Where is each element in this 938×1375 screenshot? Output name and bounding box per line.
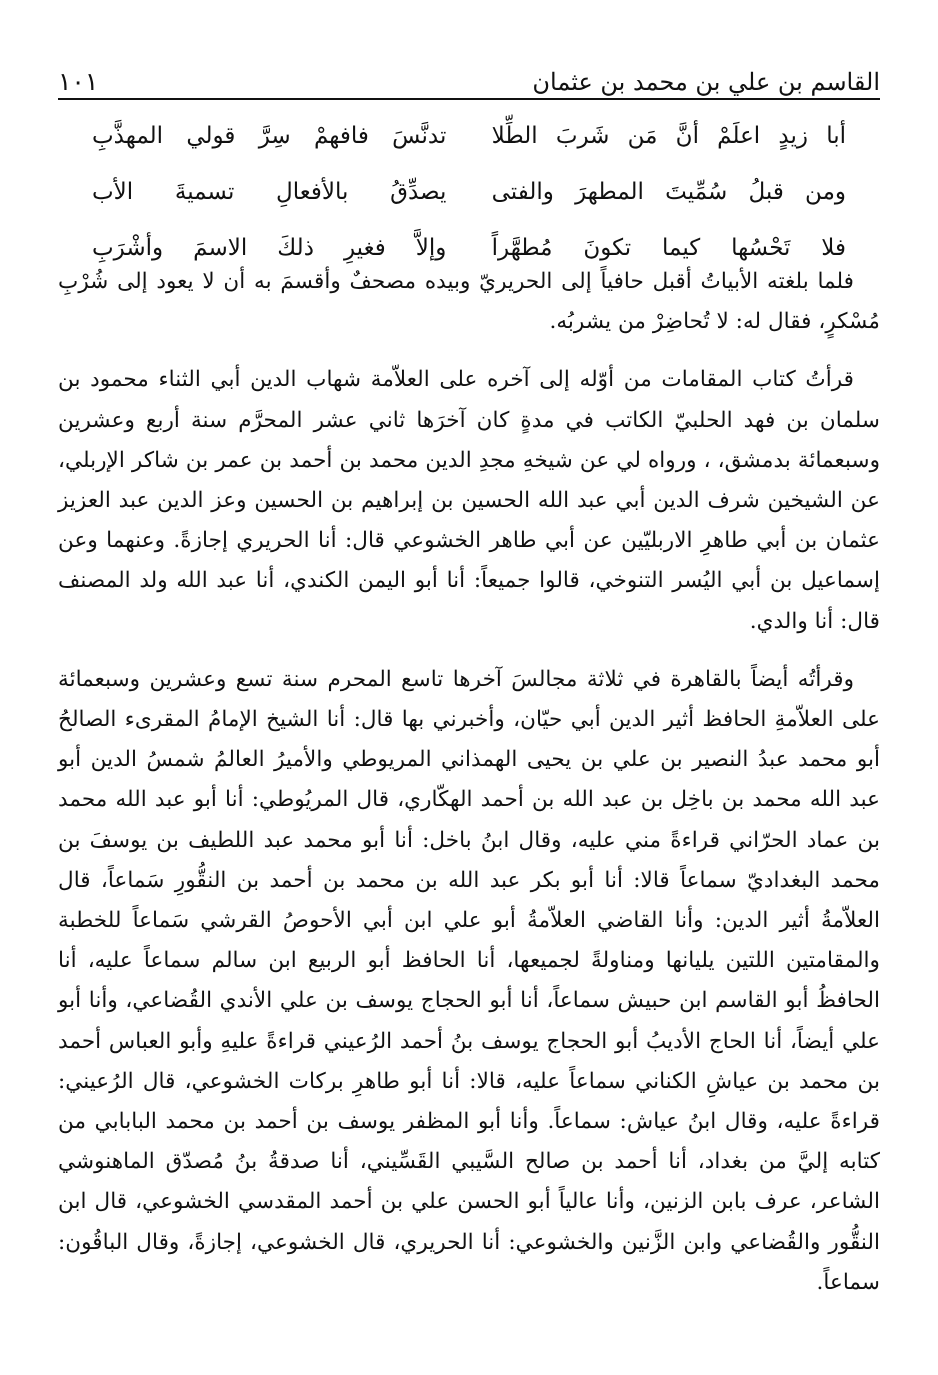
body-text (58, 262, 880, 1303)
verse-second-hemistich: وإلاَّ فغيرِ ذلكَ الاسمَ وأشْرَبِ (92, 235, 447, 261)
paragraph: قرأتُ كتاب المقامات من أوّله إلى آخره على العلاّمة شهاب الدين أبي الثناء محمود بن سلمان بن فهد الحلبيّ الكاتب في مدةٍ كان آخرَها ثاني عشر المحرَّم سنة أربع وعشرين وسبعمائة بدمشق، ، ورواه لي عن شيخهِ مجدِ الدين محمد بن أحمد بن عمر بن شاكر الإربلي، عن الشيخين شرف الدين أبي عبد الله الحسين بن إبراهيم بن الحسين وعز الدين عبد العزيز عثمان بن أبي طاهرِ الاربليّين عن أبي طاهر الخشوعي قال: أنا الحريري إجازةً. وعنهما وعن إسماعيل بن أبي اليُسر التنوخي، قالوا جميعاً: أنا أبو اليمن الكندي، أنا عبد الله ولد المصنف قال: أنا والدي. (58, 367, 880, 634)
verse-second-hemistich: تدنَّسَ فافهمْ سِرَّ قولي المهذَّبِ (92, 123, 447, 149)
verse-second-hemistich: يصدِّقُ بالأفعالِ تسميةَ الأب (92, 179, 447, 205)
page-number: ١٠١ (58, 67, 99, 96)
paragraph: فلما بلغته الأبياتُ أقبل حافياً إلى الحريريّ وبيده مصحفٌ وأقسمَ به أن لا يعود إلى شُرْبِ مُسْكرٍ، فقال له: لا تُحاضِرْ من يشربُه. (58, 269, 880, 335)
paragraph: وقرأتُه أيضاً بالقاهرة في ثلاثة مجالسَ آخرها تاسع المحرم سنة تسع وعشرين وسبعمائة على العلاّمةِ الحافظ أثير الدين أبي حيّان، وأخبرني بها قال: أنا الشيخ الإمامُ المقرىء الصالحُ أبو محمد عبدُ النصير بن علي بن يحيى الهمذاني المريوطي والأميرُ العالمُ شمسُ الدين أبو عبد الله محمد بن باخِل بن عبد الله بن أحمد الهكّاري، قال المريُوطي: أنا أبو عبد الله محمد بن عماد الحرّاني قراءةً مني عليه، وقال ابنُ باخل: أنا أبو محمد عبد اللطيف بن يوسفَ بن محمد البغداديّ سماعاً قالا: أنا أبو بكر عبد الله بن محمد بن أحمد بن النقُّورِ سَماعاً، قال العلاّمةُ أثير الدين: وأنا القاضي العلاّمةُ أبو علي ابن أبي الأحوصُ القرشي سَماعاً للخطبة والمقامتين اللتين يليانها ومناولةً لجميعها، أنا الحافظ أبو الربيع ابن سالم سماعاً عليه، أنا الحافظُ أبو القاسم ابن حبيش سماعاً، أنا أبو الحجاج يوسف بن علي الأندي القُضاعي، وأنا أبو علي أيضاً، أنا الحاج الأديبُ أبو الحجاج يوسف بنُ أحمد الرُعيني قراءةً عليهِ وأبو العباس أحمد بن محمد بن عياشِ الكناني سماعاً عليه، قالا: أنا أبو طاهرِ بركات الخشوعي، قال الرُعيني: قراءةً عليه، وقال ابنُ عياش: سماعاً. وأنا أبو المظفر يوسف بن أحمد بن محمد البابابي من كتابه إليَّ من بغداد، أنا أحمد بن صالح السَّيبي القَسِّيني، أنا صدقةُ بنُ مُصدّق الماهنوشي الشاعر، عرف بابن الزنين، وأنا عالياً أبو الحسن علي بن أحمد المقدسي الخشوعي، قال ابن النقُّور والقُضاعي وابن الزَّنين والخشوعي: أنا الحريري، قال الخشوعي، إجازةً، وقال الباقُون: سماعاً. (58, 666, 880, 1295)
verse-first-hemistich: ومن قبلُ سُمِّيتَ المطهرَ والفتى (491, 179, 846, 205)
verse-line (92, 108, 846, 164)
running-header (58, 52, 880, 100)
running-title: القاسم بن علي بن محمد بن عثمان (532, 68, 880, 96)
verse-first-hemistich: فلا تَحْسُها كيما تكونَ مُطهَّراً (491, 235, 846, 261)
verse-first-hemistich: أبا زيدٍ اعلَمْ أنَّ مَن شَربَ الطِّلا (491, 123, 846, 149)
poem-verses (92, 108, 846, 276)
verse-line (92, 164, 846, 220)
